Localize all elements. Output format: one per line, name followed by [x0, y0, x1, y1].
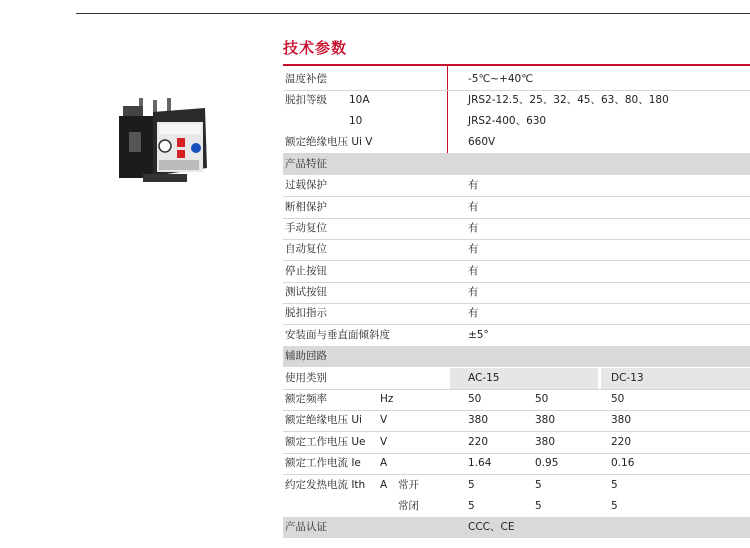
- value-col2: 380: [535, 414, 556, 426]
- section-header-auxiliary: [283, 346, 750, 367]
- value-col3: 5: [611, 479, 618, 491]
- row-sublabel: 10A: [349, 94, 370, 106]
- title-rule: [283, 64, 750, 66]
- row-rated-frequency: [283, 389, 750, 411]
- row-label: 脱扣指示: [285, 307, 327, 319]
- row-label: 约定发热电流 Ith: [285, 479, 366, 491]
- row-label: 额定绝缘电压 Ui V: [285, 136, 373, 148]
- row-label: 额定工作电压 Ue: [285, 436, 366, 448]
- value-col3: 380: [611, 414, 632, 426]
- value-col3: 5: [611, 500, 618, 512]
- row-sublabel: 常闭: [398, 500, 419, 512]
- value-col3: 50: [611, 393, 625, 405]
- row-certification: [283, 517, 750, 538]
- thermal-relay-image: [113, 98, 209, 186]
- row-unit: V: [380, 436, 388, 448]
- value-col1: 50: [468, 393, 482, 405]
- row-label: 额定频率: [285, 393, 327, 405]
- row-auto-reset: [283, 239, 750, 261]
- value-col2: 380: [535, 436, 556, 448]
- row-value: CCC、CE: [468, 521, 515, 533]
- row-unit: Hz: [380, 393, 394, 405]
- row-trip-class-10a: [283, 90, 750, 111]
- row-value: 有: [468, 201, 479, 213]
- row-trip-indicator: [283, 303, 750, 325]
- section-header-label: 产品特征: [285, 158, 327, 170]
- row-label: 测试按钮: [285, 286, 327, 298]
- row-value: JRS2-400、630: [468, 115, 547, 127]
- row-tilt: [283, 325, 750, 347]
- row-value: 有: [468, 179, 479, 191]
- row-manual-reset: [283, 218, 750, 240]
- row-stop-button: [283, 261, 750, 283]
- row-temp-compensation: [283, 69, 750, 91]
- section-header-label: 辅助回路: [285, 350, 327, 362]
- row-value: 660V: [468, 136, 496, 148]
- row-operating-current-ie: [283, 453, 750, 475]
- row-label: 脱扣等级: [285, 94, 327, 106]
- row-overload-protection: [283, 175, 750, 197]
- value-col2: 5: [535, 479, 542, 491]
- row-value: 有: [468, 243, 479, 255]
- value-col2: 50: [535, 393, 549, 405]
- ac-category: AC-15: [468, 372, 500, 384]
- row-unit: V: [380, 414, 388, 426]
- row-value: JRS2-12.5、25、32、45、63、80、180: [468, 94, 669, 106]
- row-sublabel: 常开: [398, 479, 419, 491]
- row-label: 手动复位: [285, 222, 327, 234]
- value-col1: 220: [468, 436, 489, 448]
- value-col1: 5: [468, 500, 475, 512]
- row-label: 自动复位: [285, 243, 327, 255]
- value-col3: 220: [611, 436, 632, 448]
- row-label: 产品认证: [285, 521, 327, 533]
- row-label: 额定绝缘电压 Ui: [285, 414, 362, 426]
- row-operating-voltage-ue: [283, 432, 750, 454]
- value-col1: 380: [468, 414, 489, 426]
- row-label: 过载保护: [285, 179, 327, 191]
- row-thermal-current-nc: [283, 496, 750, 517]
- row-unit: A: [380, 457, 388, 469]
- row-sublabel: 10: [349, 115, 363, 127]
- row-phase-loss-protection: [283, 197, 750, 219]
- row-value: 有: [468, 222, 479, 234]
- dc-category: DC-13: [611, 372, 644, 384]
- section-header-features: [283, 154, 750, 175]
- row-unit: A: [380, 479, 388, 491]
- row-test-button: [283, 282, 750, 304]
- row-rated-insulation-voltage: [283, 132, 750, 154]
- value-col1: 5: [468, 479, 475, 491]
- row-value: 有: [468, 265, 479, 277]
- row-label: 断相保护: [285, 201, 327, 213]
- value-col3: 0.16: [611, 457, 635, 469]
- row-label: 使用类别: [285, 372, 327, 384]
- row-insulation-voltage-ui: [283, 410, 750, 432]
- row-label: 安装面与垂直面倾斜度: [285, 329, 390, 341]
- row-thermal-current-no: [283, 475, 750, 496]
- row-trip-class-10: [283, 111, 750, 132]
- row-value: -5℃~+40℃: [468, 73, 534, 85]
- row-value: 有: [468, 286, 479, 298]
- row-label: 额定工作电流 Ie: [285, 457, 361, 469]
- value-col1: 1.64: [468, 457, 492, 469]
- row-label: 停止按钮: [285, 265, 327, 277]
- row-usage-category: [283, 368, 750, 390]
- value-col2: 0.95: [535, 457, 559, 469]
- row-value: 有: [468, 307, 479, 319]
- row-value: ±5°: [468, 329, 489, 341]
- page-title: 技术参数: [283, 39, 348, 57]
- top-rule: [76, 13, 750, 14]
- value-col2: 5: [535, 500, 542, 512]
- row-label: 温度补偿: [285, 73, 327, 85]
